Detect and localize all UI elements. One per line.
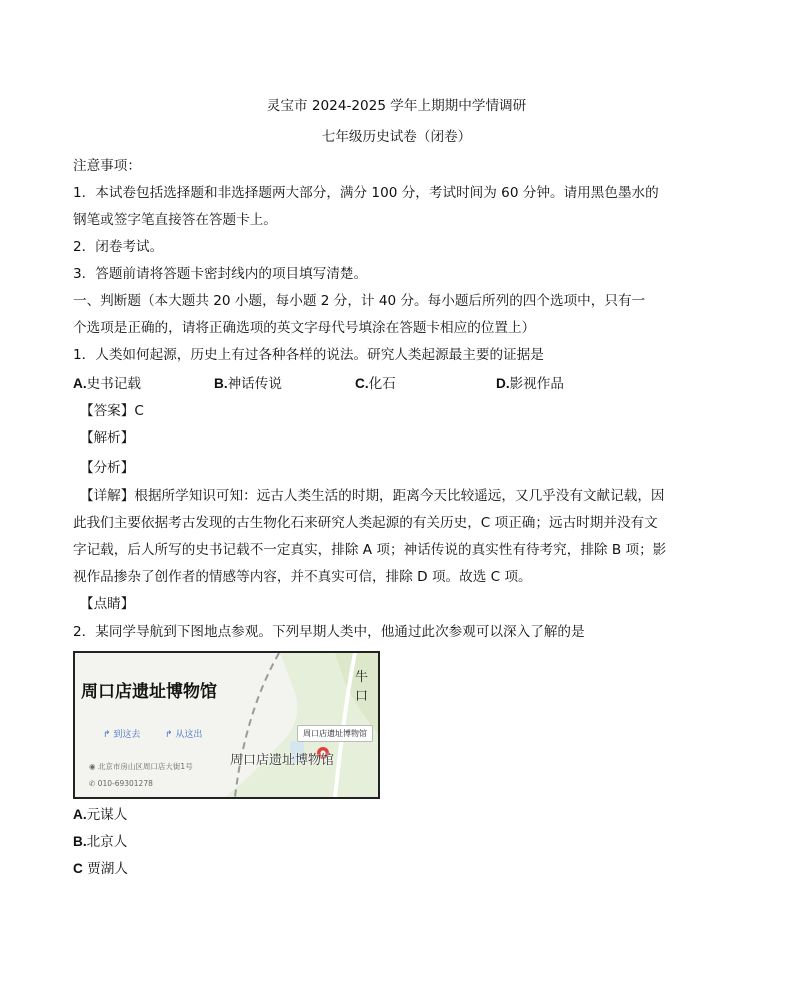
arrow-icon: ↱ (165, 730, 176, 740)
notes-item-3: 3．答题前请将答题卡密封线内的项目填写清楚。 (73, 266, 368, 282)
q2-option-a: A.元谋人 (73, 807, 128, 823)
map-address: ◉ 北京市房山区周口店大街1号 (89, 762, 193, 771)
q1-option-c: C.化石 (355, 376, 396, 392)
q1-detail-line-4: 视作品掺杂了创作者的情感等内容，并不真实可信，排除 D 项。故选 C 项。 (73, 569, 532, 585)
q1-answer: 【答案】C (80, 403, 144, 419)
notes-item-2: 2．闭卷考试。 (73, 239, 164, 255)
q1-option-b: B.神话传说 (214, 376, 282, 392)
map-phone: ✆ 010-69301278 (89, 779, 153, 788)
exam-title: 灵宝市 2024-2025 学年上期期中学情调研 (266, 98, 527, 114)
section-heading: 一、判断题（本大题共 20 小题，每小题 2 分，计 40 分。每小题后所列的四个选项中，只有一 (73, 293, 646, 309)
phone-icon: ✆ (89, 779, 98, 788)
q2-stem: 2．某同学导航到下图地点参观。下列早期人类中，他通过此次参观可以深入了解的是 (73, 624, 585, 640)
q1-detail-line-3: 字记载，后人所写的史书记载不一定真实，排除 A 项；神话传说的真实性有待考究，排除 B 项；影 (73, 542, 667, 558)
map-corner-label: 牛口 (355, 670, 369, 704)
notes-heading: 注意事项： (73, 158, 141, 174)
q1-option-d: D.影视作品 (496, 376, 564, 392)
notes-item-1-cont: 钢笔或签字笔直接答在答题卡上。 (73, 212, 277, 228)
q1-detail-line-1: 【详解】根据所学知识可知：远古人类生活的时期，距离今天比较遥远，又几乎没有文献记载，因 (80, 488, 665, 504)
q1-stem: 1．人类如何起源，历史上有过各种各样的说法。研究人类起源最主要的证据是 (73, 347, 544, 363)
q2-option-b: B.北京人 (73, 834, 128, 850)
q1-comment-label: 【点睛】 (80, 596, 135, 612)
arrow-icon: ↱ (103, 730, 114, 740)
q1-detail-line-2: 此我们主要依据考古发现的古生物化石来研究人类起源的有关历史，C 项正确；远古时期并没有文 (73, 515, 658, 531)
location-pin-icon: ◉ (89, 762, 98, 771)
exam-subtitle: 七年级历史试卷（闭卷） (321, 129, 472, 145)
map-route-to-button: ↱ 到这去 (103, 730, 141, 740)
map-image (73, 651, 380, 799)
notes-item-1: 1．本试卷包括选择题和非选择题两大部分，满分 100 分，考试时间为 60 分钟。请用黑色墨水的 (73, 185, 659, 201)
map-popup: 周口店遗址博物馆 (297, 725, 373, 742)
map-route-from-button: ↱ 从这出 (165, 730, 203, 740)
q1-analysis-sub-label: 【分析】 (80, 460, 135, 476)
section-heading-cont: 个选项是正确的，请将正确选项的英文字母代号填涂在答题卡相应的位置上） (73, 320, 536, 336)
q1-option-a: A.史书记载 (73, 376, 141, 392)
map-place-label: 周口店遗址博物馆 (230, 753, 335, 768)
map-title: 周口店遗址博物馆 (81, 682, 217, 702)
q1-analysis-label: 【解析】 (80, 430, 135, 446)
q2-option-c: C 贾湖人 (73, 861, 128, 877)
